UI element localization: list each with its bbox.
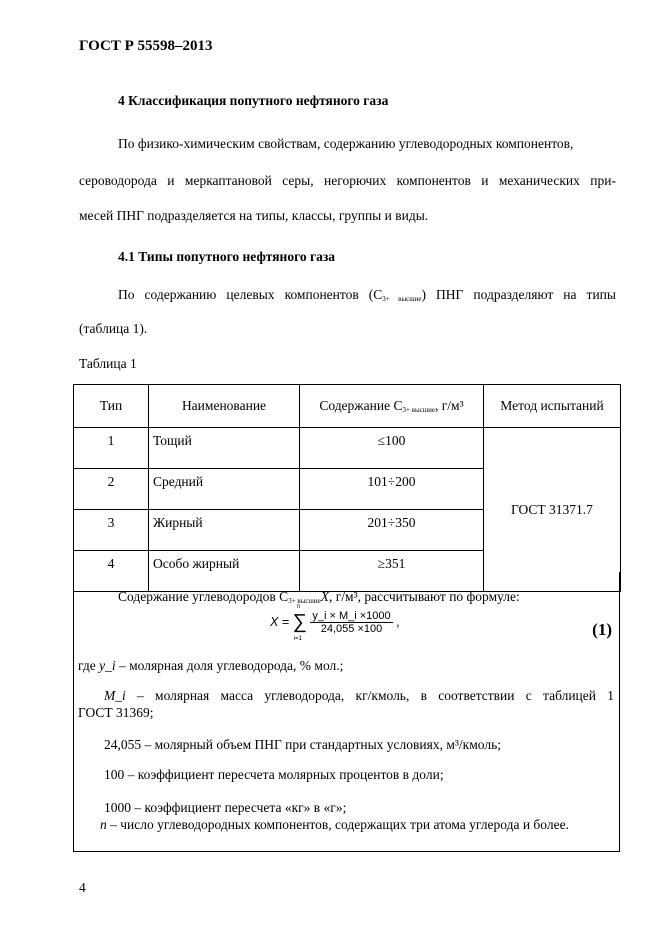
document-header: ГОСТ Р 55598–2013	[79, 38, 213, 54]
table-row	[74, 428, 621, 469]
formula-fraction	[310, 610, 392, 635]
types-table	[73, 384, 621, 592]
section-4-1-text-b: ) ПНГ подразделяют на типы	[421, 287, 616, 302]
section-4-title: 4 Классификация попутного нефтяного газа	[118, 93, 389, 108]
formula-intro-var: X	[320, 589, 329, 604]
page-number: 4	[79, 880, 86, 895]
line-1000: 1000 – коэффициент пересчета «кг» в «г»;	[104, 800, 347, 815]
sum-upper-limit: n	[296, 604, 300, 610]
n-line	[100, 817, 569, 833]
section-4-paragraph-line-2: сероводорода и меркаптановой серы, негорючих компонентов и механических при-	[79, 173, 616, 188]
section-4-1-title: 4.1 Типы попутного нефтяного газа	[118, 249, 336, 264]
cell-content: ≥351	[300, 551, 484, 592]
section-4-1-text-a: По содержанию целевых компонентов (С	[118, 287, 383, 302]
formula-equation: X = ∑ n i=1 $\frac{y\_i \times M\_i \times 1000}{24,055 \times 100}$ ,	[270, 604, 400, 642]
cell-type: 4	[74, 551, 149, 592]
cell-name: Особо жирный	[149, 551, 300, 592]
mi-line-1	[104, 688, 614, 704]
header-content-subscript: 3+ высшие	[402, 406, 436, 414]
formula-denominator: 24,055 ×100	[320, 623, 383, 635]
cell-name: Жирный	[149, 510, 300, 551]
cell-type: 2	[74, 469, 149, 510]
line-24055: 24,055 – молярный объем ПНГ при стандартных условиях, м³/кмоль;	[104, 737, 501, 752]
where-word: где	[78, 658, 96, 673]
table-header-row	[74, 385, 621, 428]
equation-number: (1)	[592, 620, 612, 639]
formula-intro	[118, 589, 520, 605]
formula-intro-c: , г/м³, рассчитывают по формуле:	[329, 589, 520, 604]
cell-content: ≤100	[300, 428, 484, 469]
sum-icon: ∑ n i=1	[292, 604, 307, 642]
formula-intro-subscript: 3+ высшие	[288, 597, 321, 605]
table-caption: Таблица 1	[79, 356, 137, 371]
section-4-paragraph-line-3: месей ПНГ подразделяется на типы, классы, группы и виды.	[79, 208, 429, 223]
line-100: 100 – коэффициент пересчета молярных процентов в доли;	[104, 767, 444, 782]
cell-name: Средний	[149, 469, 300, 510]
cell-name: Тощий	[149, 428, 300, 469]
n-text: – число углеводородных компонентов, содержащих три атома углерода и более.	[110, 817, 569, 832]
cell-type: 3	[74, 510, 149, 551]
mi-var: M_i	[104, 688, 126, 703]
section-4-1-subscript: 3+ высшие	[382, 295, 422, 303]
where-yi-line	[78, 658, 343, 674]
sum-lower-limit: i=1	[293, 636, 302, 642]
where-yi-var: y_i	[99, 658, 116, 673]
where-yi-text: – молярная доля углеводорода, % мол.;	[118, 658, 344, 673]
n-var: n	[100, 817, 107, 832]
formula-numerator: y_i × M_i ×1000	[312, 610, 391, 622]
header-method: Метод испытаний	[484, 385, 621, 428]
header-content	[300, 385, 484, 428]
section-4-1-paragraph-line-1	[118, 288, 616, 307]
formula-intro-a: Содержание углеводородов С	[118, 589, 289, 604]
section-4-paragraph-line-1: По физико-химическим свойствам, содержанию углеводородных компонентов,	[118, 136, 574, 151]
section-4-1-paragraph-line-2: (таблица 1).	[79, 321, 148, 336]
header-type: Тип	[74, 385, 149, 428]
header-content-b: , г/м³	[435, 398, 464, 413]
cell-content: 201÷350	[300, 510, 484, 551]
header-name: Наименование	[149, 385, 300, 428]
cell-method: ГОСТ 31371.7	[484, 428, 621, 592]
mi-text-1: – молярная масса углеводорода, кг/кмоль, в соответствии с таблицей 1	[137, 688, 615, 703]
formula-block	[73, 572, 620, 852]
mi-line-2: ГОСТ 31369;	[78, 705, 154, 720]
formula-lhs: X =	[270, 614, 290, 629]
cell-type: 1	[74, 428, 149, 469]
header-content-a: Содержание С	[319, 398, 403, 413]
cell-content: 101÷200	[300, 469, 484, 510]
